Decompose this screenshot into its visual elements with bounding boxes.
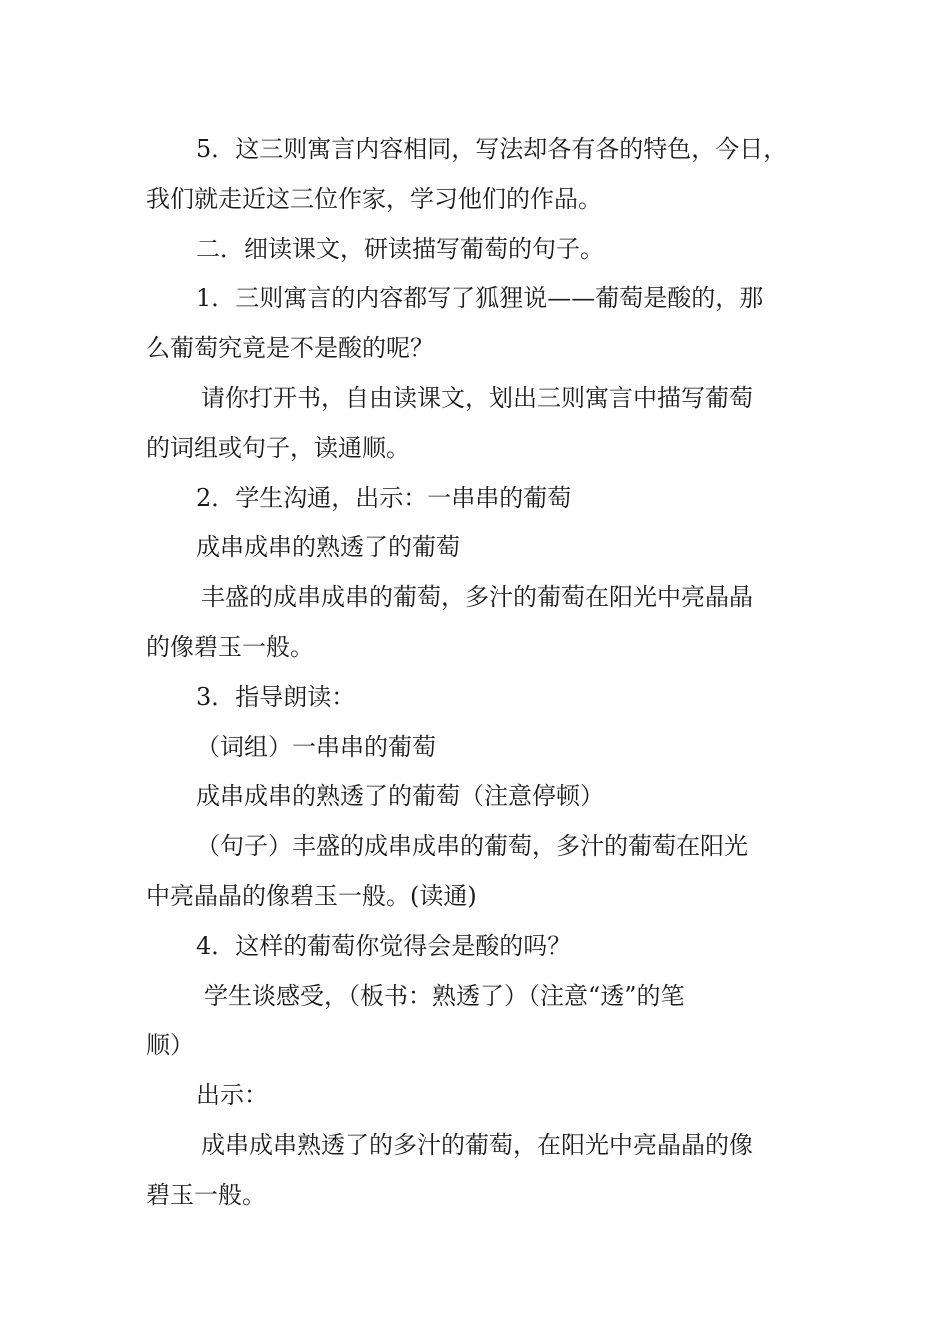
paragraph-3 (146, 274, 816, 374)
paragraph-14 (146, 1071, 816, 1121)
paragraph-12 (146, 922, 816, 972)
paragraph-line: 3．指导朗读： (196, 682, 356, 711)
paragraph-13 (146, 972, 816, 1072)
paragraph-line: 碧玉一般。 (146, 1180, 266, 1209)
paragraph-1 (146, 125, 816, 225)
paragraph-6 (146, 523, 816, 573)
paragraph-line: 5．这三则寓言内容相同，写法却各有各的特色，今日， (196, 135, 788, 163)
paragraph-line: 丰盛的成串成串的葡萄，多汁的葡萄在阳光中亮晶晶 (201, 583, 753, 612)
paragraph-line: （句子）丰盛的成串成串的葡萄，多汁的葡萄在阳光 (196, 832, 748, 861)
paragraph-line: 中亮晶晶的像碧玉一般。(读通) (146, 881, 477, 910)
paragraph-line: 成串成串的熟透了的葡萄（注意停顿） (196, 782, 604, 811)
paragraph-line: 1．三则寓言的内容都写了狐狸说——葡萄是酸的，那 (196, 284, 764, 313)
paragraph-line: 学生谈感受，（板书：熟透了）（注意“透”的笔 (204, 981, 685, 1010)
paragraph-10 (146, 772, 816, 822)
paragraph-line: 2．学生沟通，出示：一串串的葡萄 (196, 483, 572, 512)
paragraph-11 (146, 822, 816, 922)
paragraph-9 (146, 723, 816, 773)
paragraph-15 (146, 1121, 816, 1221)
paragraph-8 (146, 673, 816, 723)
paragraph-line: 么葡萄究竟是不是酸的呢？ (146, 334, 434, 363)
paragraph-line: 出示： (196, 1081, 268, 1110)
paragraph-line: 我们就走近这三位作家，学习他们的作品。 (146, 184, 602, 213)
paragraph-line: 成串成串的熟透了的葡萄 (196, 533, 460, 562)
paragraph-line: 4．这样的葡萄你觉得会是酸的吗？ (196, 931, 572, 960)
paragraph-7 (146, 573, 816, 673)
section-heading (146, 225, 816, 275)
paragraph-line: 的词组或句子，读通顺。 (146, 433, 410, 462)
paragraph-5 (146, 474, 816, 524)
paragraph-line: 请你打开书，自由读课文，划出三则寓言中描写葡萄 (201, 383, 753, 412)
paragraph-line: （词组）一串串的葡萄 (196, 732, 436, 761)
paragraph-line: 顺） (146, 1031, 194, 1060)
paragraph-line: 二．细读课文，研读描写葡萄的句子。 (196, 234, 604, 263)
paragraph-line: 成串成串熟透了的多汁的葡萄，在阳光中亮晶晶的像 (201, 1130, 753, 1159)
document-body (146, 125, 816, 1221)
paragraph-4 (146, 374, 816, 474)
paragraph-line: 的像碧玉一般。 (146, 632, 314, 661)
